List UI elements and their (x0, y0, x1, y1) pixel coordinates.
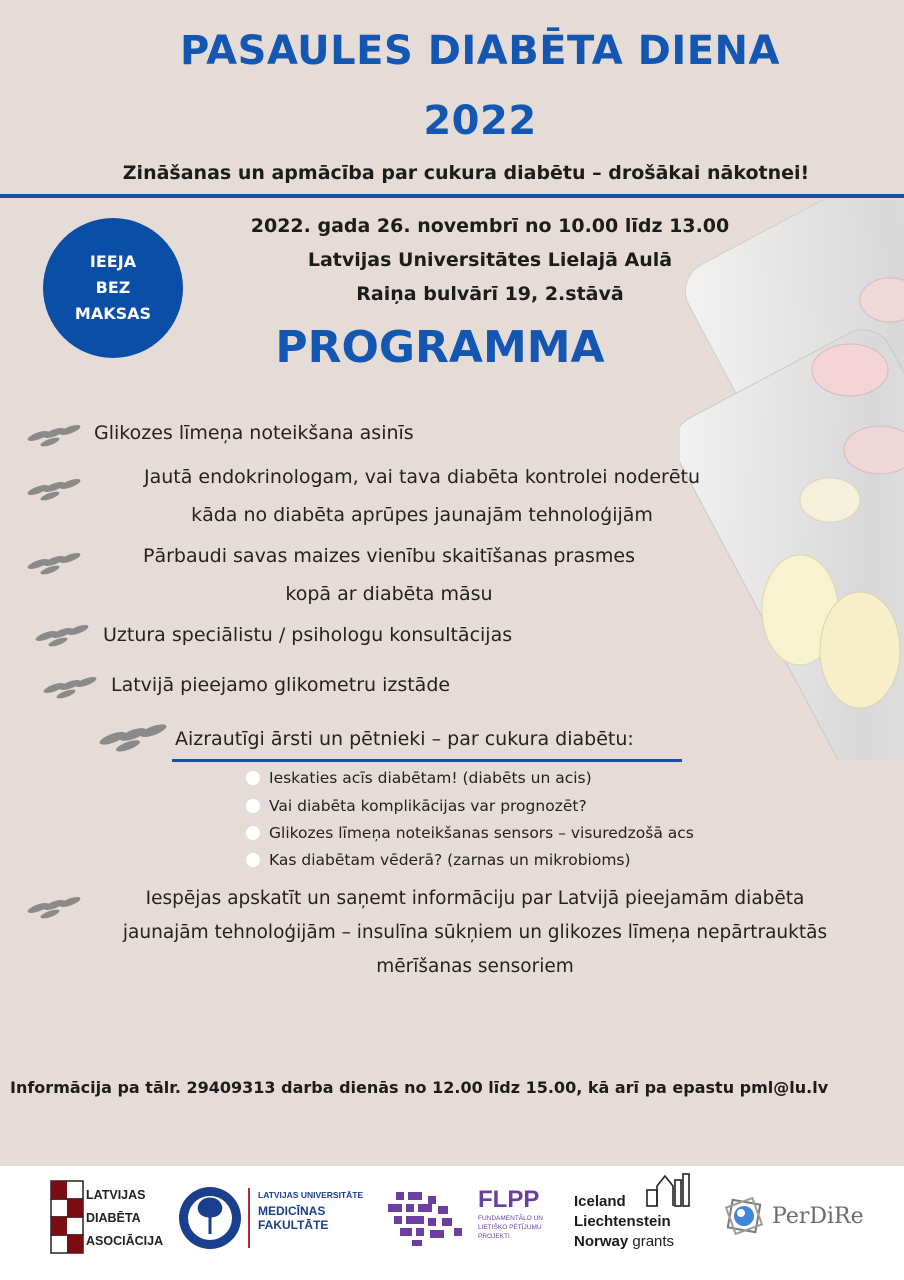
lu-seal-icon (178, 1186, 242, 1250)
section-underline (172, 759, 682, 762)
pills-bullet-icon (32, 620, 92, 650)
free-entry-badge (43, 218, 183, 358)
lda-logo-line: DIABĒTA (86, 1211, 141, 1225)
program-item-line: Jautā endokrinologam, vai tava diabēta kontrolei noderētu (143, 466, 701, 488)
talk-title: Ieskaties acīs diabētam! (diabēts un acis) (269, 769, 592, 787)
flpp-logo-line: PROJEKTI (478, 1233, 510, 1240)
badge-line: MAKSAS (74, 304, 152, 323)
contact-info: Informācija pa tālr. 29409313 darba dienās no 12.00 līdz 15.00, kā arī pa epastu pml@lu.lv (10, 1078, 829, 1097)
perdire-logo-name: PerDiRe (772, 1204, 864, 1229)
pills-bullet-icon (24, 548, 84, 578)
flpp-logo-line: FUNDAMENTĀLO UN (478, 1215, 544, 1222)
pills-bullet-icon (94, 718, 172, 756)
pills-bullet-icon (24, 474, 84, 504)
lu-logo-line: LATVIJAS UNIVERSITĀTE (258, 1190, 364, 1200)
event-address: Raiņa bulvārī 19, 2.stāvā (356, 283, 624, 305)
grants-logo-norway: Norway (574, 1233, 629, 1250)
talk-item (246, 851, 631, 869)
flpp-logo-name: FLPP (478, 1186, 540, 1213)
pills-bullet-icon (40, 672, 100, 702)
bullet-dot (246, 799, 260, 813)
grants-logo-grants: grants (632, 1233, 675, 1250)
lda-logo (46, 1176, 164, 1260)
talk-title: Glikozes līmeņa noteikšanas sensors – visuredzošā acs (269, 824, 694, 842)
talk-title: Vai diabēta komplikācijas var prognozēt? (269, 797, 587, 815)
grants-logo-line (574, 1232, 674, 1252)
page-subtitle: Zināšanas un apmācība par cukura diabētu – drošākai nākotnei! (122, 162, 810, 184)
lu-logo-text (258, 1190, 363, 1232)
eea-grants-icon (645, 1172, 691, 1208)
talk-item (246, 824, 694, 842)
flpp-logo-text (478, 1186, 543, 1241)
badge-line: BEZ (95, 278, 131, 297)
page-title-line2: 2022 (423, 98, 537, 144)
pills-bullet-icon (24, 420, 84, 450)
program-item: Glikozes līmeņa noteikšana asinīs (94, 422, 414, 444)
page-title-line1: PASAULES DIABĒTA DIENA (180, 28, 780, 74)
program-item-line: kāda no diabēta aprūpes jaunajām tehnoloģijām (191, 504, 653, 526)
flpp-logo-line: LIETIŠĶO PĒTĪJUMU (478, 1224, 542, 1231)
talk-item (246, 797, 587, 815)
sponsor-footer (0, 1166, 904, 1280)
header-divider (0, 194, 904, 198)
grants-logo-line: Iceland (574, 1193, 626, 1210)
program-item (84, 458, 760, 534)
perdire-logo-icon (722, 1194, 766, 1238)
program-item: Uztura speciālistu / psihologu konsultācijas (103, 624, 513, 646)
event-date: 2022. gada 26. novembrī no 10.00 līdz 13.00 (250, 215, 730, 237)
lda-logo-mark (50, 1180, 84, 1256)
lu-divider (248, 1188, 250, 1248)
program-item-line: Pārbaudi savas maizes vienību skaitīšanas prasmes (142, 545, 635, 567)
flpp-logo-icon (384, 1188, 470, 1248)
program-item-line: jaunajām tehnoloģijām – insulīna sūkņiem un glikozes līmeņa nepārtrauktās (122, 922, 828, 943)
program-item (84, 537, 694, 613)
bullet-dot (246, 771, 260, 785)
talk-title: Kas diabētam vēderā? (zarnas un mikrobioms) (269, 851, 631, 869)
program-item-line: Iespējas apskatīt un saņemt informāciju par Latvijā pieejamām diabēta (145, 888, 805, 909)
lu-logo-line: FAKULTĀTE (258, 1218, 329, 1232)
badge-line: IEEJA (89, 252, 137, 271)
lu-logo-line: MEDICĪNAS (258, 1204, 326, 1218)
program-item-line: mērīšanas sensoriem (376, 956, 574, 977)
talk-item (246, 769, 592, 787)
program-item (70, 882, 880, 984)
bullet-dot (246, 826, 260, 840)
program-item-line: kopā ar diabēta māsu (285, 583, 493, 605)
event-venue: Latvijas Universitātes Lielajā Aulā (307, 249, 673, 271)
program-item: Latvijā pieejamo glikometru izstāde (111, 674, 451, 696)
bullet-dot (246, 853, 260, 867)
program-item: Aizrautīgi ārsti un pētnieki – par cukura diabētu: (175, 728, 634, 750)
lda-logo-line: ASOCIĀCIJA (86, 1234, 164, 1248)
lda-logo-line: LATVIJAS (86, 1188, 146, 1202)
program-heading: PROGRAMMA (275, 322, 605, 373)
grants-logo-line: Liechtenstein (574, 1213, 671, 1230)
